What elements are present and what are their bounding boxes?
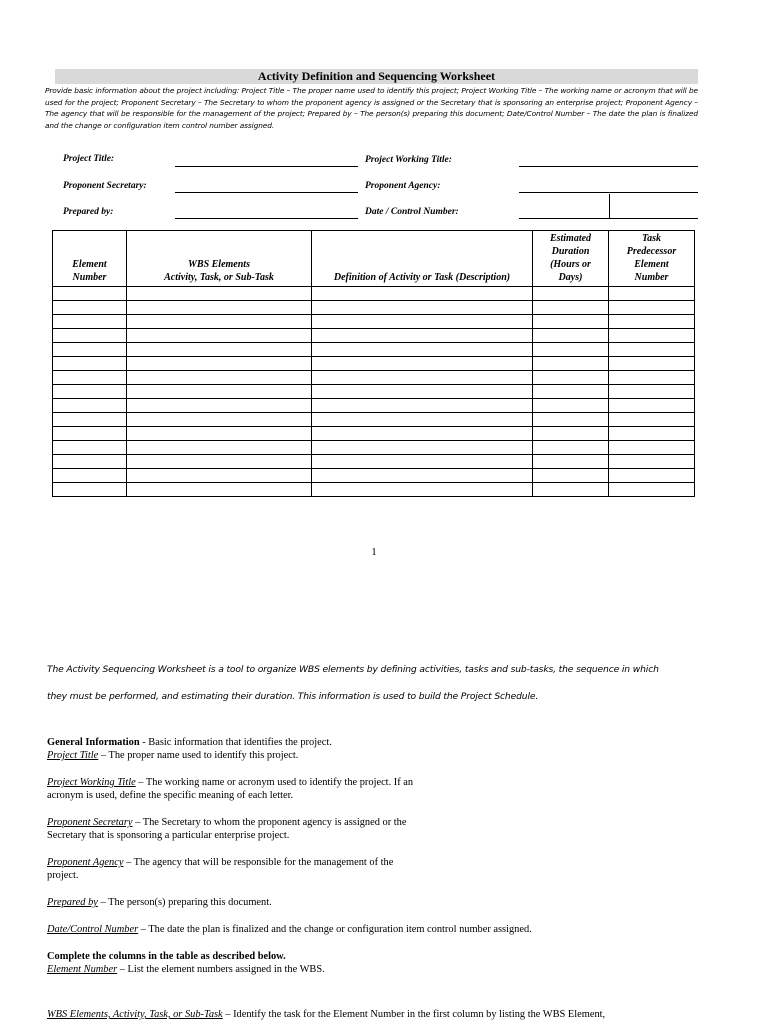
table-cell[interactable] <box>609 483 695 497</box>
column-header-definition: Definition of Activity or Task (Description) <box>312 231 533 287</box>
table-cell[interactable] <box>53 315 127 329</box>
project-title-desc: – The proper name used to identify this project. <box>98 749 299 761</box>
table-row <box>53 301 695 315</box>
table-cell[interactable] <box>533 455 609 469</box>
table-cell[interactable] <box>312 315 533 329</box>
table-row <box>53 357 695 371</box>
table-cell[interactable] <box>312 371 533 385</box>
column-header-wbs-elements: WBS Elements Activity, Task, or Sub-Task <box>127 231 312 287</box>
prepared-by-term: Prepared by <box>47 897 98 908</box>
table-cell[interactable] <box>127 301 312 315</box>
table-cell[interactable] <box>533 357 609 371</box>
proponent-agency-term: Proponent Agency <box>47 857 124 868</box>
table-cell[interactable] <box>312 287 533 301</box>
table-cell[interactable] <box>533 427 609 441</box>
table-cell[interactable] <box>312 329 533 343</box>
table-cell[interactable] <box>312 427 533 441</box>
prepared-by-item: Prepared by – The person(s) preparing this document. <box>47 897 272 908</box>
table-cell[interactable] <box>533 287 609 301</box>
table-row <box>53 413 695 427</box>
project-title-label: Project Title: <box>63 154 115 164</box>
table-row <box>53 371 695 385</box>
general-information-item <box>47 737 332 763</box>
table-cell[interactable] <box>312 413 533 427</box>
worksheet-title: Activity Definition and Sequencing Worksheet <box>55 69 698 84</box>
proponent-agency-field[interactable] <box>519 192 698 193</box>
table-row <box>53 469 695 483</box>
complete-columns-heading: Complete the columns in the table as described below. <box>47 951 286 962</box>
instructions-paragraph-line-1: The Activity Sequencing Worksheet is a tool to organize WBS elements by defining activities, tasks and sub-tasks, the sequence in which <box>47 664 659 675</box>
date-control-number-item: Date/Control Number – The date the plan is finalized and the change or configuration item control number assigned. <box>47 924 532 935</box>
table-cell[interactable] <box>609 287 695 301</box>
table-cell[interactable] <box>533 441 609 455</box>
proponent-agency-label: Proponent Agency: <box>365 181 441 191</box>
table-cell[interactable] <box>53 301 127 315</box>
table-cell[interactable] <box>533 315 609 329</box>
project-working-title-field[interactable] <box>519 166 698 167</box>
table-cell[interactable] <box>533 385 609 399</box>
table-cell[interactable] <box>533 413 609 427</box>
table-row <box>53 343 695 357</box>
table-cell[interactable] <box>609 329 695 343</box>
table-cell[interactable] <box>609 469 695 483</box>
general-information-desc: - Basic information that identifies the project. <box>139 737 332 748</box>
table-cell[interactable] <box>533 399 609 413</box>
table-cell[interactable] <box>127 483 312 497</box>
column-header-task-predecessor: Task Predecessor Element Number <box>609 231 695 287</box>
page-number: 1 <box>371 546 377 558</box>
table-cell[interactable] <box>609 441 695 455</box>
proponent-secretary-field[interactable] <box>175 192 358 193</box>
table-cell[interactable] <box>609 343 695 357</box>
column-header-estimated-duration: Estimated Duration (Hours or Days) <box>533 231 609 287</box>
proponent-secretary-item: Proponent Secretary – The Secretary to whom the proponent agency is assigned or the Secretary that is sponsoring a particular enterprise project. <box>47 817 407 841</box>
table-cell[interactable] <box>127 441 312 455</box>
table-cell[interactable] <box>53 287 127 301</box>
date-control-number-label: Date / Control Number: <box>365 207 459 217</box>
table-row <box>53 427 695 441</box>
column-header-element-number: Element Number <box>53 231 127 287</box>
table-cell[interactable] <box>609 301 695 315</box>
table-cell[interactable] <box>312 455 533 469</box>
table-cell[interactable] <box>609 455 695 469</box>
table-cell[interactable] <box>533 329 609 343</box>
proponent-agency-item: Proponent Agency – The agency that will be responsible for the management of the project. <box>47 857 394 881</box>
prepared-by-label: Prepared by: <box>63 207 114 217</box>
table-cell[interactable] <box>312 399 533 413</box>
table-cell[interactable] <box>312 441 533 455</box>
table-cell[interactable] <box>609 315 695 329</box>
table-cell[interactable] <box>533 371 609 385</box>
table-cell[interactable] <box>53 427 127 441</box>
wbs-elements-term: WBS Elements, Activity, Task, or Sub-Task <box>47 1009 223 1020</box>
project-title-field[interactable] <box>175 166 358 167</box>
table-cell[interactable] <box>312 483 533 497</box>
table-cell[interactable] <box>127 343 312 357</box>
table-cell[interactable] <box>127 287 312 301</box>
table-row <box>53 483 695 497</box>
worksheet-table <box>52 230 695 497</box>
table-cell[interactable] <box>609 427 695 441</box>
complete-columns-item: Complete the columns in the table as described below. Element Number – List the element numbers assigned in the WBS. <box>47 951 325 975</box>
project-working-title-label: Project Working Title: <box>365 155 452 165</box>
table-cell[interactable] <box>533 483 609 497</box>
table-cell[interactable] <box>127 413 312 427</box>
table-cell[interactable] <box>127 371 312 385</box>
table-cell[interactable] <box>53 441 127 455</box>
table-cell[interactable] <box>609 357 695 371</box>
table-cell[interactable] <box>533 469 609 483</box>
table-cell[interactable] <box>53 469 127 483</box>
proponent-secretary-term: Proponent Secretary <box>47 817 133 828</box>
proponent-secretary-label: Proponent Secretary: <box>63 181 147 191</box>
general-information-term: General Information <box>47 737 140 748</box>
table-cell[interactable] <box>312 469 533 483</box>
table-row <box>53 399 695 413</box>
table-cell[interactable] <box>53 385 127 399</box>
table-cell[interactable] <box>53 399 127 413</box>
table-cell[interactable] <box>127 427 312 441</box>
project-working-title-item: Project Working Title – The working name or acronym used to identify the project. If an acronym is used, define the specific meaning of each letter. <box>47 777 414 801</box>
table-cell[interactable] <box>53 329 127 343</box>
wbs-elements-item: WBS Elements, Activity, Task, or Sub-Task – Identify the task for the Element Number in the first column by listing the WBS Element, <box>47 1009 606 1020</box>
table-row <box>53 455 695 469</box>
table-header-row <box>53 231 695 287</box>
table-cell[interactable] <box>609 371 695 385</box>
table-cell[interactable] <box>127 399 312 413</box>
table-cell[interactable] <box>53 357 127 371</box>
project-title-term: Project Title <box>47 749 99 761</box>
project-working-title-term: Project Working Title <box>47 777 136 788</box>
table-cell[interactable] <box>127 357 312 371</box>
table-row <box>53 329 695 343</box>
table-cell[interactable] <box>609 399 695 413</box>
element-number-term: Element Number <box>47 963 118 975</box>
table-cell[interactable] <box>533 301 609 315</box>
table-cell[interactable] <box>312 343 533 357</box>
table-cell[interactable] <box>533 343 609 357</box>
table-cell[interactable] <box>127 385 312 399</box>
table-cell[interactable] <box>53 343 127 357</box>
table-cell[interactable] <box>53 483 127 497</box>
table-cell[interactable] <box>53 455 127 469</box>
table-cell[interactable] <box>609 385 695 399</box>
instructions-paragraph-line-2: they must be performed, and estimating their duration. This information is used to build the Project Schedule. <box>47 691 539 702</box>
table-cell[interactable] <box>127 469 312 483</box>
table-cell[interactable] <box>53 371 127 385</box>
table-cell[interactable] <box>312 357 533 371</box>
table-row <box>53 385 695 399</box>
date-control-number-term: Date/Control Number <box>47 924 139 935</box>
table-row <box>53 287 695 301</box>
intro-instructions: Provide basic information about the project including: Project Title – The proper name used to identify this project; Project Working Title – The working name or acronym that will be used for the project; Proponent Secretary – The Secretary to whom the proponent agency is assigned or the Secretary that is sponsoring an enterprise project; Proponent Agency – The agency that will be responsible for the management of the project; Prepared by – The person(s) preparing this document; Date/Control Number – The date the plan is finalized and the change or configuration item control number assigned. <box>45 86 698 131</box>
table-cell[interactable] <box>53 413 127 427</box>
table-cell[interactable] <box>127 329 312 343</box>
table-cell[interactable] <box>127 455 312 469</box>
table-cell[interactable] <box>312 385 533 399</box>
table-row <box>53 441 695 455</box>
table-row <box>53 315 695 329</box>
table-cell[interactable] <box>312 301 533 315</box>
table-cell[interactable] <box>609 413 695 427</box>
table-cell[interactable] <box>127 315 312 329</box>
prepared-by-field[interactable] <box>175 218 358 219</box>
date-control-divider <box>609 194 610 219</box>
